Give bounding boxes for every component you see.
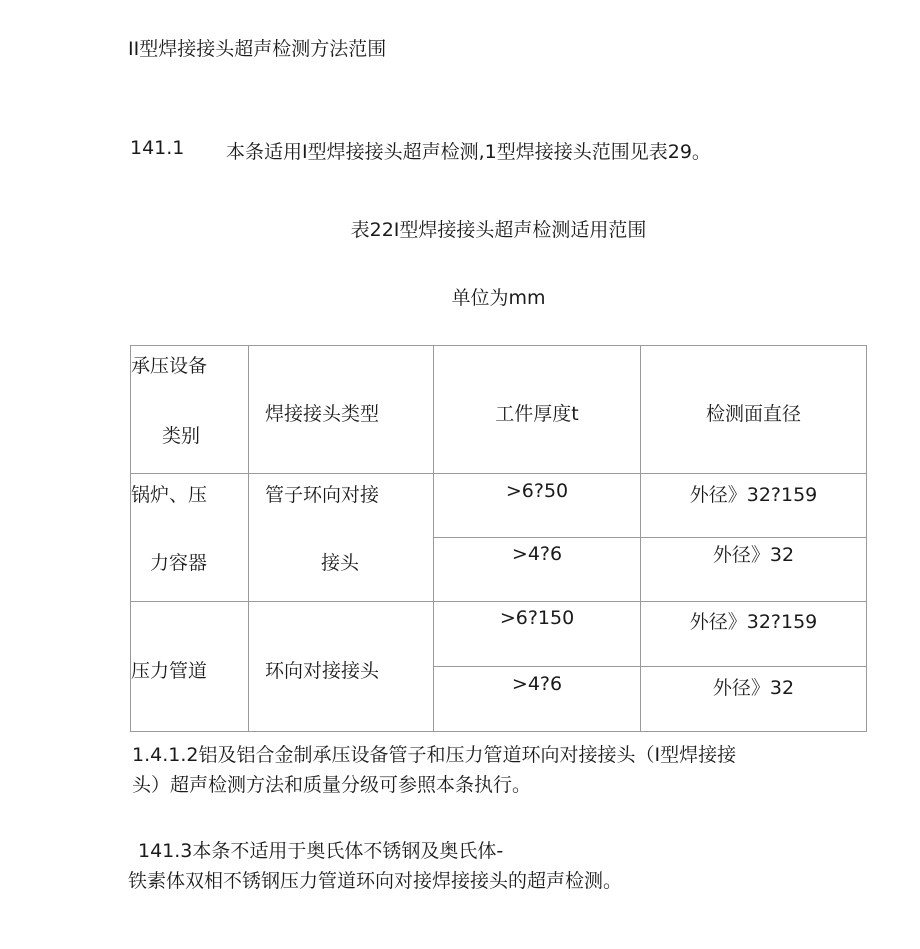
header-joint-type (249, 346, 434, 474)
paragraph-line: 铁素体双相不锈钢压力管道环向对接焊接接头的超声检测。 (128, 870, 623, 892)
row-joint-line1: 管子环向对接 (265, 484, 380, 506)
clause-number: 141.1 (130, 137, 185, 159)
header-diameter-label: 检测面直径 (705, 403, 801, 425)
table-unit: 单位为mm (451, 287, 546, 309)
header-thickness-label: 工件厚度t (495, 403, 579, 425)
row-joint-type (249, 602, 434, 732)
clause-text: 本条适用I型焊接接头超声检测,1型焊接接头范围见表29。 (226, 141, 711, 163)
row-joint-type (249, 474, 434, 602)
diameter-cell (641, 602, 867, 667)
thickness-cell (434, 602, 641, 667)
diameter-value: 外径》32 (712, 677, 795, 699)
row-category-line1: 锅炉、压 (131, 484, 208, 506)
paragraph-line: 头）超声检测方法和质量分级可参照本条执行。 (132, 774, 532, 796)
diameter-value: 外径》32?159 (689, 484, 818, 506)
header-category-line1: 承压设备 (131, 355, 208, 377)
thickness-value: >4?6 (511, 543, 563, 565)
scope-table (130, 345, 866, 731)
thickness-cell (434, 474, 641, 538)
diameter-cell (641, 667, 867, 732)
row-joint-line2: 接头 (321, 552, 360, 574)
header-category-line2: 类别 (162, 425, 201, 447)
table-header-row (131, 346, 867, 474)
paragraph-1-4-1-2 (132, 740, 736, 800)
thickness-cell (434, 538, 641, 602)
diameter-cell (641, 474, 867, 538)
row-joint-line1: 环向对接接头 (265, 660, 380, 682)
header-category (131, 346, 249, 474)
thickness-value: >4?6 (511, 673, 563, 695)
section-heading: II型焊接接头超声检测方法范围 (128, 38, 387, 60)
row-category (131, 474, 249, 602)
thickness-value: >6?150 (499, 607, 575, 629)
table-title: 表22I型焊接接头超声检测适用范围 (350, 219, 647, 241)
diameter-cell (641, 538, 867, 602)
diameter-value: 外径》32?159 (689, 611, 818, 633)
table-row (131, 602, 867, 667)
table-row (131, 474, 867, 538)
header-joint-type-label: 焊接接头类型 (265, 403, 380, 425)
row-category-line2: 力容器 (150, 552, 208, 574)
header-diameter (641, 346, 867, 474)
diameter-value: 外径》32 (712, 544, 795, 566)
row-category (131, 602, 249, 732)
paragraph-line: 1.4.1.2铝及铝合金制承压设备管子和压力管道环向对接接头（I型焊接接 (132, 744, 737, 766)
thickness-cell (434, 667, 641, 732)
thickness-value: >6?50 (505, 480, 569, 502)
row-category-line1: 压力管道 (131, 660, 208, 682)
paragraph-line: 141.3本条不适用于奥氏体不锈钢及奥氏体- (138, 840, 504, 862)
paragraph-1-4-1-3 (128, 836, 622, 896)
header-thickness (434, 346, 641, 474)
